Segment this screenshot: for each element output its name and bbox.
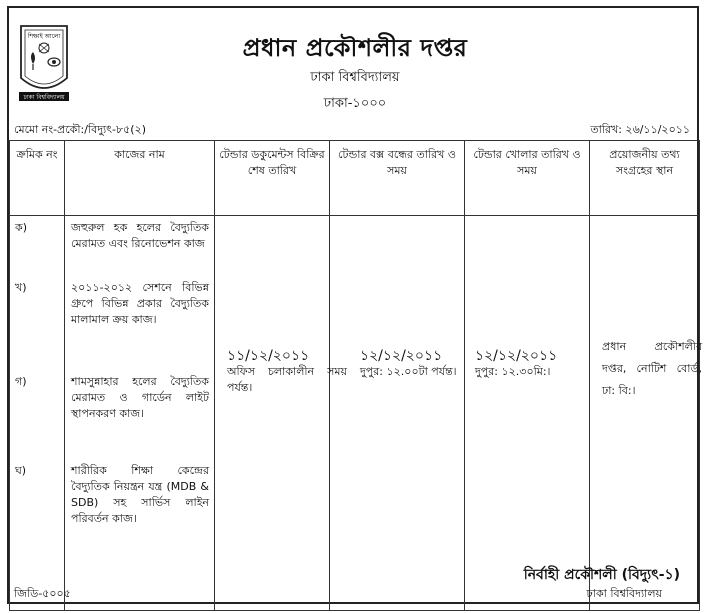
logo-motto: শিক্ষাই আলো — [27, 33, 61, 40]
notice-date: তারিখ: ২৬/১১/২০১১ — [590, 123, 690, 136]
logo-banner: ঢাকা বিশ্ববিদ্যালয় — [23, 94, 65, 101]
box-close-cell — [330, 216, 465, 611]
city-name: ঢাকা-১০০০ — [323, 96, 387, 111]
box-close-time: দুপুর: ১২.০০টা পর্যন্ত। — [360, 365, 457, 378]
work-item-kha: ২০১১-২০১২ সেশনে বিভিন্ন গ্রুপে বিভিন্ন প্রকার বৈদ্যুতিক মালামাল ক্রয় কাজ। — [71, 281, 209, 326]
info-place: প্রধান প্রকৌশলীর দপ্তর, নোটিশ বোর্ড, ঢা: বি:। — [602, 340, 702, 397]
opening-block — [475, 348, 605, 380]
col-header-doc-sale: টেন্ডার ডকুমেন্টস বিক্রির শেষ তারিখ — [215, 141, 330, 216]
work-item-ka: জহুরুল হক হলের বৈদ্যুতিক মেরামত এবং রিনোভেশন কাজ — [71, 221, 209, 250]
box-close-date: ১২/১২/২০১১ — [360, 348, 443, 364]
table-row — [10, 216, 700, 611]
col-header-work: কাজের নাম — [65, 141, 215, 216]
gd-reference: জিডি-৫০০৫ — [14, 587, 71, 600]
office-title: প্রধান প্রকৌশলীর দপ্তর — [242, 34, 468, 62]
opening-date: ১২/১২/২০১১ — [475, 348, 558, 364]
serial-ka: ক) — [15, 221, 27, 234]
box-close-block — [360, 348, 460, 380]
work-item-gha: শারীরিক শিক্ষা কেন্দ্রের বৈদ্যুতিক নিয়ন্ত্রন যন্ত্র (MDB & SDB) সহ সার্ভিস লাইন পরিবর্তন কাজ। — [71, 464, 209, 525]
opening-cell — [465, 216, 590, 611]
signature-org: ঢাকা বিশ্ববিদ্যালয় — [586, 587, 662, 600]
serial-ga: গ) — [15, 375, 27, 388]
serial-cell — [10, 216, 65, 611]
serial-kha: খ) — [15, 281, 27, 294]
tender-table — [9, 140, 700, 611]
university-name: ঢাকা বিশ্ববিদ্যালয় — [310, 70, 400, 85]
work-cell — [65, 216, 215, 611]
memo-number: মেমো নং-প্রকৌ:/বিদ্যুৎ-৮৫(২) — [14, 123, 147, 136]
doc-sale-note: অফিস চলাকালীন সময় পর্যন্ত। — [227, 365, 347, 394]
doc-sale-date: ১১/১২/২০১১ — [227, 348, 310, 364]
col-header-serial: ক্রমিক নং — [10, 141, 65, 216]
table-header-row — [10, 141, 700, 216]
signature-title: নির্বাহী প্রকৌশলী (বিদ্যুৎ-১) — [523, 567, 680, 583]
work-item-ga: শামসুন্নাহার হলের বৈদ্যুতিক মেরামত ও গার্ডেন লাইট স্থাপনকরণ কাজ। — [71, 375, 209, 420]
col-header-info-place: প্রয়োজনীয় তথ্য সংগ্রহের স্থান — [590, 141, 700, 216]
col-header-opening: টেন্ডার খোলার তারিখ ও সময় — [465, 141, 590, 216]
col-header-box-close: টেন্ডার বক্স বন্ধের তারিখ ও সময় — [330, 141, 465, 216]
info-place-cell — [590, 216, 700, 611]
doc-sale-cell — [215, 216, 347, 611]
opening-time: দুপুর: ১২.৩০মি:। — [475, 365, 551, 378]
serial-gha: ঘ) — [15, 464, 27, 477]
